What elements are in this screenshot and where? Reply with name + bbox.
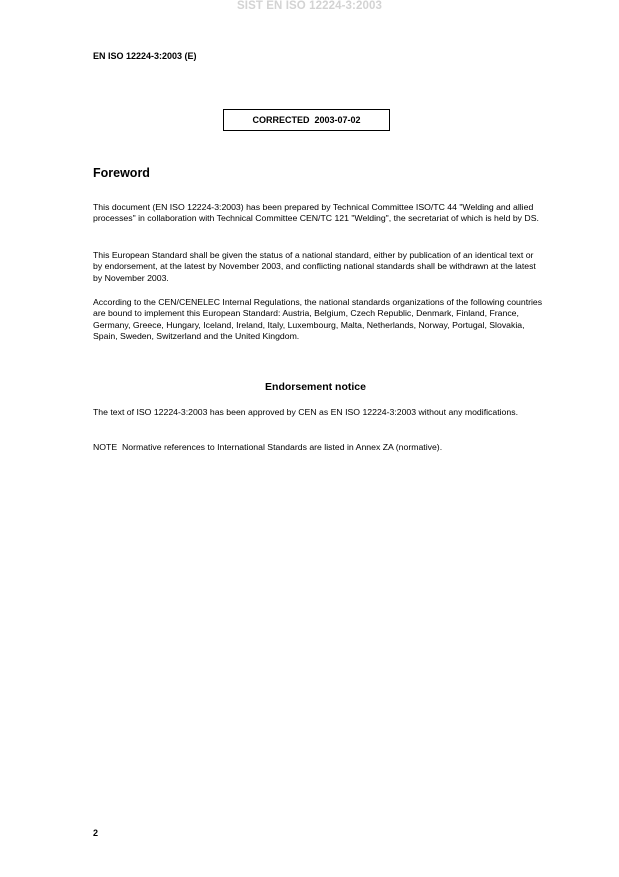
foreword-paragraph-1: This document (EN ISO 12224-3:2003) has been prepared by Technical Committee ISO/TC 44 "Welding and allied processes" in collaboration with Technical Committee CEN/TC 121 "Welding", the secretariat of which is held by DS. xyxy=(93,202,539,224)
foreword-paragraph-2: This European Standard shall be given the status of a national standard, either by publication of an identical text or by endorsement, at the latest by November 2003, and conflicting national standards shall be withdrawn at the latest by November 2003. xyxy=(93,250,536,283)
document-id: EN ISO 12224-3:2003 (E) xyxy=(93,51,197,61)
endorsement-paragraph: The text of ISO 12224-3:2003 has been approved by CEN as EN ISO 12224-3:2003 without any modifications. xyxy=(93,407,518,417)
normative-note: NOTE Normative references to International Standards are listed in Annex ZA (normative). xyxy=(93,442,443,452)
foreword-paragraph-3: According to the CEN/CENELEC Internal Regulations, the national standards organizations of the following countries are bound to implement this European Standard: Austria, Belgium, Czech Republic, Denmark, Finland, France, Germany, Greece, Hungary, Iceland, Ireland, Italy, Luxembourg, Malta, Netherlands, Norway, Portugal, Slovakia, Spain, Sweden, Switzerland and the United Kingdom. xyxy=(93,297,543,341)
corrected-stamp-text: CORRECTED 2003-07-02 xyxy=(252,115,361,125)
watermark: SIST EN ISO 12224-3:2003 xyxy=(237,0,382,12)
page-number: 2 xyxy=(93,828,99,838)
corrected-stamp xyxy=(223,109,390,131)
foreword-heading: Foreword xyxy=(93,166,150,180)
endorsement-heading: Endorsement notice xyxy=(265,381,366,393)
